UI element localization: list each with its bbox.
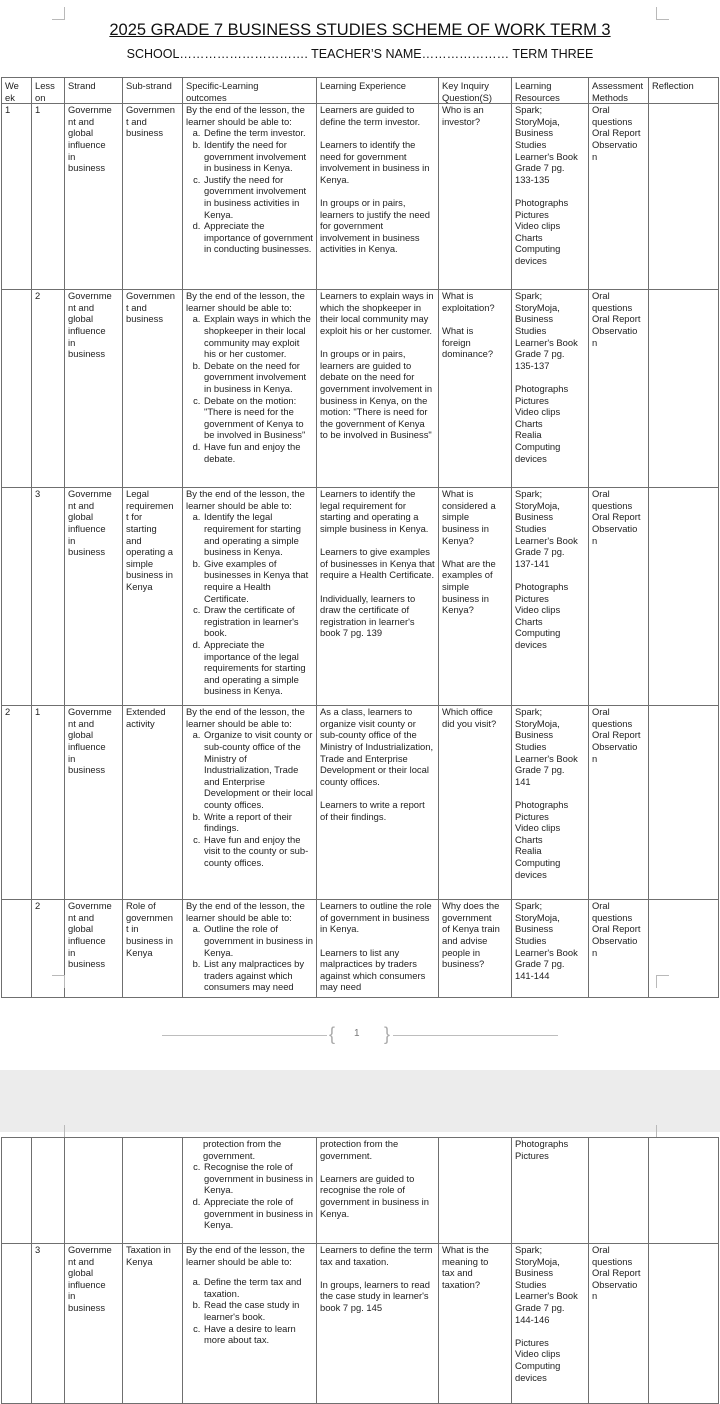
outcomes-intro: By the end of the lesson, the learner should be able to:: [186, 488, 305, 511]
outcomes-cell: [183, 290, 317, 488]
lesson-cell: 2: [32, 290, 65, 488]
outcome-continued: protection from the government.: [203, 1138, 282, 1161]
footer-rule: [393, 1035, 558, 1036]
week-cell: [2, 1138, 32, 1244]
inquiry-cell: Who is an investor?: [439, 104, 512, 290]
lesson-cell: 1: [32, 104, 65, 290]
assessment-cell: Oral questions Oral Report Observatio n: [589, 104, 649, 290]
assessment-cell: [589, 1138, 649, 1244]
page-corner-mark: [52, 7, 65, 20]
outcome-item: b. Write a report of their findings.: [203, 811, 313, 834]
outcomes-list: [186, 1276, 313, 1346]
outcomes-list: [186, 923, 313, 993]
scheme-table: [1, 77, 719, 998]
outcome-item: d. Appreciate the importance of government in conducting businesses.: [203, 220, 313, 255]
outcomes-intro: By the end of the lesson, the learner should be able to:: [186, 900, 305, 923]
outcomes-list: [186, 729, 313, 868]
outcome-item: c. Have fun and enjoy the visit to the county or sub-county offices.: [203, 834, 313, 869]
lesson-cell: 1: [32, 706, 65, 900]
outcomes-list: [186, 1161, 313, 1231]
strand-cell: Governme nt and global influence in business: [65, 900, 123, 998]
experience-cell: As a class, learners to organize visit county or sub-county office of the Ministry of Industrialization, Trade and Enterprise Development or their local county offices. Learners to write a report of their findings.: [317, 706, 439, 900]
substrand-cell: Role of governmen t in business in Kenya: [123, 900, 183, 998]
outcome-item: a. Identify the legal requirement for starting and operating a simple business in Kenya.: [203, 511, 313, 557]
page-number: 1: [354, 1028, 360, 1039]
substrand-cell: Legal requiremen t for starting and operating a simple business in Kenya: [123, 488, 183, 706]
outcome-item: b. Debate on the need for government involvement in business in Kenya.: [203, 360, 313, 395]
outcome-item: a. Outline the role of government in business in Kenya.: [203, 923, 313, 958]
resources-cell: Spark; StoryMoja, Business Studies Learner's Book Grade 7 pg. 137-141 Photographs Pictures Video clips Charts Computing devices: [512, 488, 589, 706]
outcome-item: b. Read the case study in learner's book.: [203, 1299, 313, 1322]
outcome-item: a. Explain ways in which the shopkeeper in their local community may exploit his or her customer.: [203, 313, 313, 359]
outcomes-cell: [183, 488, 317, 706]
outcomes-intro: By the end of the lesson, the learner should be able to:: [186, 290, 305, 313]
week-cell: [2, 290, 32, 488]
assessment-cell: Oral questions Oral Report Observatio n: [589, 488, 649, 706]
strand-cell: [65, 1138, 123, 1244]
assessment-cell: Oral questions Oral Report Observatio n: [589, 1244, 649, 1404]
reflection-cell: [649, 290, 719, 488]
inquiry-cell: What is exploitation? What is foreign dominance?: [439, 290, 512, 488]
outcomes-list: [186, 313, 313, 464]
experience-cell: Learners to identify the legal requirement for starting and operating a simple business in Kenya. Learners to give examples of businesses in Kenya that require a Health Certificate. Individually, learners to draw the certificate of registration in learner's book 7 pg. 139: [317, 488, 439, 706]
lesson-cell: [32, 1138, 65, 1244]
outcome-item: c. Justify the need for government involvement in business activities in Kenya.: [203, 174, 313, 220]
outcome-item: b. Give examples of businesses in Kenya that require a Health Certificate.: [203, 558, 313, 604]
column-header: Learning Resources: [512, 78, 589, 104]
reflection-cell: [649, 488, 719, 706]
outcome-item: a. Define the term tax and taxation.: [203, 1276, 313, 1299]
experience-cell: Learners are guided to define the term investor. Learners to identify the need for government involvement in business in Kenya. In groups or in pairs, learners to justify the need for government involvement in business activities in Kenya.: [317, 104, 439, 290]
outcome-item: b. List any malpractices by traders against which consumers may need: [203, 958, 313, 993]
table-row: [2, 488, 719, 706]
table-row: [2, 900, 719, 998]
assessment-cell: Oral questions Oral Report Observatio n: [589, 706, 649, 900]
outcome-item: c. Recognise the role of government in business in Kenya.: [203, 1161, 313, 1196]
outcomes-cell: [183, 104, 317, 290]
strand-cell: Governme nt and global influence in business: [65, 104, 123, 290]
substrand-cell: Taxation in Kenya: [123, 1244, 183, 1404]
footer-rule: [162, 1035, 327, 1036]
reflection-cell: [649, 1138, 719, 1244]
resources-cell: Spark; StoryMoja, Business Studies Learner's Book Grade 7 pg. 141 Photographs Pictures Video clips Charts Realia Computing devices: [512, 706, 589, 900]
table-row: [2, 706, 719, 900]
outcomes-intro: By the end of the lesson, the learner should be able to:: [186, 1244, 305, 1267]
resources-cell: Photographs Pictures: [512, 1138, 589, 1244]
experience-cell: Learners to define the term tax and taxation. In groups, learners to read the case study in learner's book 7 pg. 145: [317, 1244, 439, 1404]
inquiry-cell: [439, 1138, 512, 1244]
column-header: Key Inquiry Question(S): [439, 78, 512, 104]
page-corner-mark: [52, 975, 65, 988]
column-header: Assessment Methods: [589, 78, 649, 104]
outcome-item: c. Debate on the motion: "There is need for the government of Kenya to be involved in Business": [203, 395, 313, 441]
outcome-item: c. Have a desire to learn more about tax.: [203, 1323, 313, 1346]
inquiry-cell: Which office did you visit?: [439, 706, 512, 900]
page-gap: [0, 1070, 720, 1132]
reflection-cell: [649, 706, 719, 900]
resources-cell: Spark; StoryMoja, Business Studies Learner's Book Grade 7 pg. 141-144: [512, 900, 589, 998]
column-header: We ek: [2, 78, 32, 104]
outcome-item: d. Appreciate the role of government in business in Kenya.: [203, 1196, 313, 1231]
footer-brace: {: [329, 1024, 336, 1044]
column-header: Specific-Learning outcomes: [183, 78, 317, 104]
outcome-item: a. Define the term investor.: [203, 127, 313, 139]
outcome-item: d. Appreciate the importance of the legal requirements for starting and operating a simple business in Kenya.: [203, 639, 313, 697]
document-subtitle: SCHOOL…………………………. TEACHER’S NAME………………… TERM THREE: [126, 47, 594, 61]
column-header: Sub-strand: [123, 78, 183, 104]
week-cell: 1: [2, 104, 32, 290]
week-cell: [2, 900, 32, 998]
outcomes-intro: By the end of the lesson, the learner should be able to:: [186, 706, 305, 729]
column-header: Learning Experience: [317, 78, 439, 104]
outcomes-intro: By the end of the lesson, the learner should be able to:: [186, 104, 305, 127]
assessment-cell: Oral questions Oral Report Observatio n: [589, 290, 649, 488]
lesson-cell: 2: [32, 900, 65, 998]
page-corner-mark: [656, 975, 669, 988]
lesson-cell: 3: [32, 1244, 65, 1404]
reflection-cell: [649, 1244, 719, 1404]
week-cell: [2, 488, 32, 706]
footer-brace: }: [384, 1024, 391, 1044]
outcomes-cell: [183, 900, 317, 998]
table-row: [2, 104, 719, 290]
page-number-footer: [0, 1024, 720, 1044]
week-cell: 2: [2, 706, 32, 900]
experience-cell: Learners to explain ways in which the shopkeeper in their local community may exploit his or her customer. In groups or in pairs, learners are guided to debate on the need for government involvement in business in Kenya, on the motion: "There is need for the government of Kenya to be involved in Business": [317, 290, 439, 488]
reflection-cell: [649, 104, 719, 290]
resources-cell: Spark; StoryMoja, Business Studies Learner's Book Grade 7 pg. 135-137 Photographs Pictures Video clips Charts Realia Computing devices: [512, 290, 589, 488]
inquiry-cell: What is considered a simple business in Kenya? What are the examples of simple business in Kenya?: [439, 488, 512, 706]
inquiry-cell: Why does the government of Kenya train and advise people in business?: [439, 900, 512, 998]
outcomes-cell: [183, 1244, 317, 1404]
scheme-table-continued: [1, 1137, 719, 1404]
experience-cell: protection from the government. Learners are guided to recognise the role of government in business in Kenya.: [317, 1138, 439, 1244]
column-header: Strand: [65, 78, 123, 104]
substrand-cell: Governmen t and business: [123, 104, 183, 290]
resources-cell: Spark; StoryMoja, Business Studies Learner's Book Grade 7 pg. 133-135 Photographs Pictures Video clips Charts Computing devices: [512, 104, 589, 290]
column-header: Less on: [32, 78, 65, 104]
assessment-cell: Oral questions Oral Report Observatio n: [589, 900, 649, 998]
experience-cell: Learners to outline the role of government in business in Kenya. Learners to list any malpractices by traders against which consumers may need: [317, 900, 439, 998]
outcomes-list: [186, 511, 313, 697]
column-header: Reflection: [649, 78, 719, 104]
table-row: [2, 1138, 719, 1244]
strand-cell: Governme nt and global influence in business: [65, 488, 123, 706]
substrand-cell: Governmen t and business: [123, 290, 183, 488]
outcome-item: a. Organize to visit county or sub-county office of the Ministry of Industrialization, Trade and Enterprise Development or their local county offices.: [203, 729, 313, 810]
outcome-item: b. Identify the need for government involvement in business in Kenya.: [203, 139, 313, 174]
outcomes-list: [186, 127, 313, 255]
strand-cell: Governme nt and global influence in business: [65, 290, 123, 488]
inquiry-cell: What is the meaning to tax and taxation?: [439, 1244, 512, 1404]
page-corner-mark: [656, 7, 669, 20]
outcome-item: c. Draw the certificate of registration in learner's book.: [203, 604, 313, 639]
strand-cell: Governme nt and global influence in business: [65, 1244, 123, 1404]
header-row: [2, 78, 719, 104]
table-row: [2, 1244, 719, 1404]
week-cell: [2, 1244, 32, 1404]
strand-cell: Governme nt and global influence in business: [65, 706, 123, 900]
document-title: 2025 GRADE 7 BUSINESS STUDIES SCHEME OF WORK TERM 3: [109, 21, 611, 39]
lesson-cell: 3: [32, 488, 65, 706]
outcomes-cell: [183, 706, 317, 900]
table-row: [2, 290, 719, 488]
outcome-item: d. Have fun and enjoy the debate.: [203, 441, 313, 464]
substrand-cell: Extended activity: [123, 706, 183, 900]
substrand-cell: [123, 1138, 183, 1244]
resources-cell: Spark; StoryMoja, Business Studies Learner's Book Grade 7 pg. 144-146 Pictures Video clips Computing devices: [512, 1244, 589, 1404]
outcomes-cell: [183, 1138, 317, 1244]
